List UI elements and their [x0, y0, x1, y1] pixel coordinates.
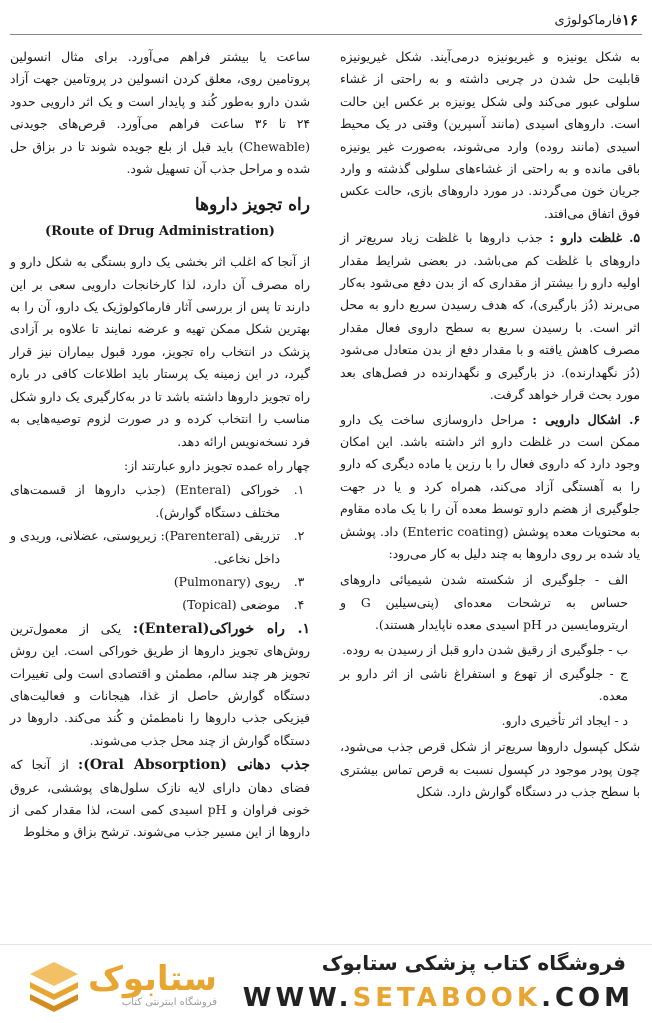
section-title: راه تجویز داروها: [194, 195, 310, 216]
url-suffix: .COM: [541, 983, 634, 1013]
subsection-oral: [10, 754, 310, 844]
coating-reasons-list: [340, 569, 640, 732]
shop-url-link[interactable]: [243, 983, 634, 1013]
url-prefix: WWW.: [242, 983, 353, 1013]
subsection-enteral: [10, 618, 310, 752]
footer-banner: [0, 944, 652, 1023]
list-number: ۲.: [293, 529, 305, 544]
list-number: ۳.: [293, 574, 305, 589]
list-item: [10, 479, 310, 524]
item-6-label: ۶. اشکال دارویی :: [532, 411, 640, 427]
paragraph: شکل کپسول داروها سریع‌تر از شکل قرص جذب می‌شود، چون پودر موجود در کپسول نسبت به قرص تماس بیشتری با سطح جذب در دستگاه گوارش دارد. شکل: [340, 740, 640, 799]
section-title-en: (Route of Drug Administration): [45, 223, 275, 239]
left-column: [10, 46, 310, 846]
list-text: خوراکی (Enteral) (جذب داروها از قسمت‌های مختلف دستگاه گوارش).: [10, 483, 281, 520]
list-item: الف - جلوگیری از شکسته شدن شیمیائی داروهای حساس به ترشحات معده‌ای (پنی‌سیلین G و اریترومایسین در pH اسیدی معده ناپایدار هستند).: [340, 573, 628, 633]
list-item: [10, 571, 310, 593]
list-item: [10, 525, 310, 570]
subsection-text: یکی از معمول‌ترین روش‌های تجویز داروها از طریق خوراکی است. این روش تجویز هر چند سالم، مطمئن و اقتصادی است ولی تغییرات دستگاه گوارش حاصل از غذا، هیجانات و فعالیت‌های فیزیکی جذب داروها را نامطمئن و کُند می‌کند. داروها در دستگاه گوارش از چند محل جذب می‌شوند.: [10, 621, 310, 748]
paragraph: ساعت یا بیشتر فراهم می‌آورد. برای مثال انسولین پروتامین روی، معلق کردن انسولین در پروتامین جهت آزاد شدن دارو به‌طور کُند و پایدار است و یک اثر دارویی حدود ۲۴ تا ۳۶ ساعت فراهم می‌آورد. قرص‌های جویدنی (Chewable) باید قبل از بلع جویده شوند تا در بزاق حل شده و مراحل جذب آن تسهیل شود.: [10, 50, 310, 177]
setabook-logo[interactable]: [26, 955, 251, 1013]
url-accent: SETABOOK: [352, 983, 542, 1013]
list-item: د - ایجاد اثر تأخیری دارو.: [501, 713, 628, 728]
list-item: ج - جلوگیری از تهوع و استفراغ ناشی از اثر دارو بر معده.: [340, 666, 628, 704]
page-number: ۱۶: [621, 11, 638, 29]
list-number: ۴.: [293, 598, 305, 613]
item-5-label: ۵. غلظت دارو :: [549, 230, 640, 246]
logo-wordmark: ستابوک: [88, 958, 217, 999]
item-5-text: جذب داروها با غلظت زیاد سریع‌تر از داروهای با غلظت کم می‌باشد. در بعضی شرایط مقدار اولیه دارو را بیشتر از مقداری که از بدن دفع می‌شود به‌کار می‌برند (دُز بارگیری)، که هدف رسیدن سریع دارو به محل اثر است. با رسیدن سریع به سطح داروی فعال مقدار مصرف کاهش یافته و با مقدار دفع از بدن متعادل می‌شود (دُز نگهدارنده). دز بارگیری و نگهدارنده در فصل‌های بعد مورد بحث قرار خواهد گرفت.: [340, 231, 640, 403]
list-text: تزریقی (Parenteral): زیرپوستی، عضلانی، وریدی و داخل نخاعی.: [10, 529, 280, 566]
list-item: ب - جلوگیری از رقیق شدن دارو قبل از رسیدن به روده.: [342, 642, 628, 657]
routes-list: [10, 479, 310, 616]
paragraph: چهار راه عمده تجویز دارو عبارتند از:: [123, 458, 310, 473]
book-stack-icon: [26, 956, 82, 1012]
page-header: [14, 8, 638, 32]
subsection-title: جذب دهانی (Oral Absorption):: [78, 757, 310, 774]
running-title: فارماکولوژی: [554, 12, 622, 28]
subsection-text: از آنجا که فضای دهان دارای لایه نازک سلول‌های پوششی، عروق خونی فراوان و pH اسیدی کمی است، لذا مقدار کمی از داروها از این مسیر جذب می‌شوند. ترشح بزاق و مخلوط: [10, 758, 310, 840]
right-column: [340, 46, 640, 805]
shop-title: فروشگاه کتاب پزشکی ستابوک: [321, 951, 626, 975]
logo-tagline: فروشگاه اینترنتی کتاب: [121, 996, 217, 1008]
list-text: موضعی (Topical): [182, 598, 280, 613]
paragraph: به شکل یونیزه و غیریونیزه درمی‌آیند. شکل غیریونیزه قابلیت حل شدن در چربی داشته و به راحتی از غشاء سلولی عبور می‌کند ولی شکل یونیزه بر عکس این حالت است. داروهای اسیدی (مانند آسپرین) وقتی در یک محیط اسیدی (مانند روده) وارد می‌شوند، به‌صورت غیر یونیزه باقی مانده و به راحتی از غشاءهای سلولی گذشته و وارد جریان خون می‌گردند. در مورد داروهای بازی، حالت عکس فوق اتفاق می‌افتد.: [340, 50, 640, 221]
item-5: [340, 227, 640, 406]
item-6-text: مراحل داروسازی ساخت یک دارو ممکن است در غلظت دارو اثر داشته باشد. این امکان وجود دارد که داروی فعال را با رزین یا ماده دیگری که دارو را به آهستگی آزاد می‌کند، همراه کرد و یا در جهت جلوگیری از هضم دارو توسط معده آن را با یک ماده مقاوم به محتویات معده پوشش (Enteric coating) داد. پوشش یاد شده بر روی داروها به چند دلیل به کار می‌رود:: [340, 412, 640, 561]
list-number: ۱.: [293, 483, 305, 498]
paragraph: از آنجا که اغلب اثر بخشی یک دارو بستگی به شکل دارو و راه مصرف آن دارد، لذا کارخانجات دارویی سعی بر این دارند تا پس از بررسی آثار فارماکولوژیک یک دارو، آن را به بهترین شکل ممکن تهیه و عرضه نمایند تا علاوه بر آزادی پزشک در انتخاب راه تجویز، مورد قبول بیماران نیز قرار گیرد، در این زمینه یک پرستار باید اطلاعات کافی در باره راه تجویز داروها داشته باشد تا در به‌کارگیری یک دارو شکل مناسب را انتخاب کرده و در صورت لزوم توصیه‌هایی به فرد نسخه‌نویس ارائه دهد.: [10, 255, 310, 449]
header-rule: [10, 34, 642, 35]
subsection-title: ۱. راه خوراکی(Enteral):: [132, 620, 310, 637]
list-item: [10, 594, 310, 616]
list-text: ریوی (Pulmonary): [173, 574, 280, 589]
item-6: [340, 409, 640, 566]
